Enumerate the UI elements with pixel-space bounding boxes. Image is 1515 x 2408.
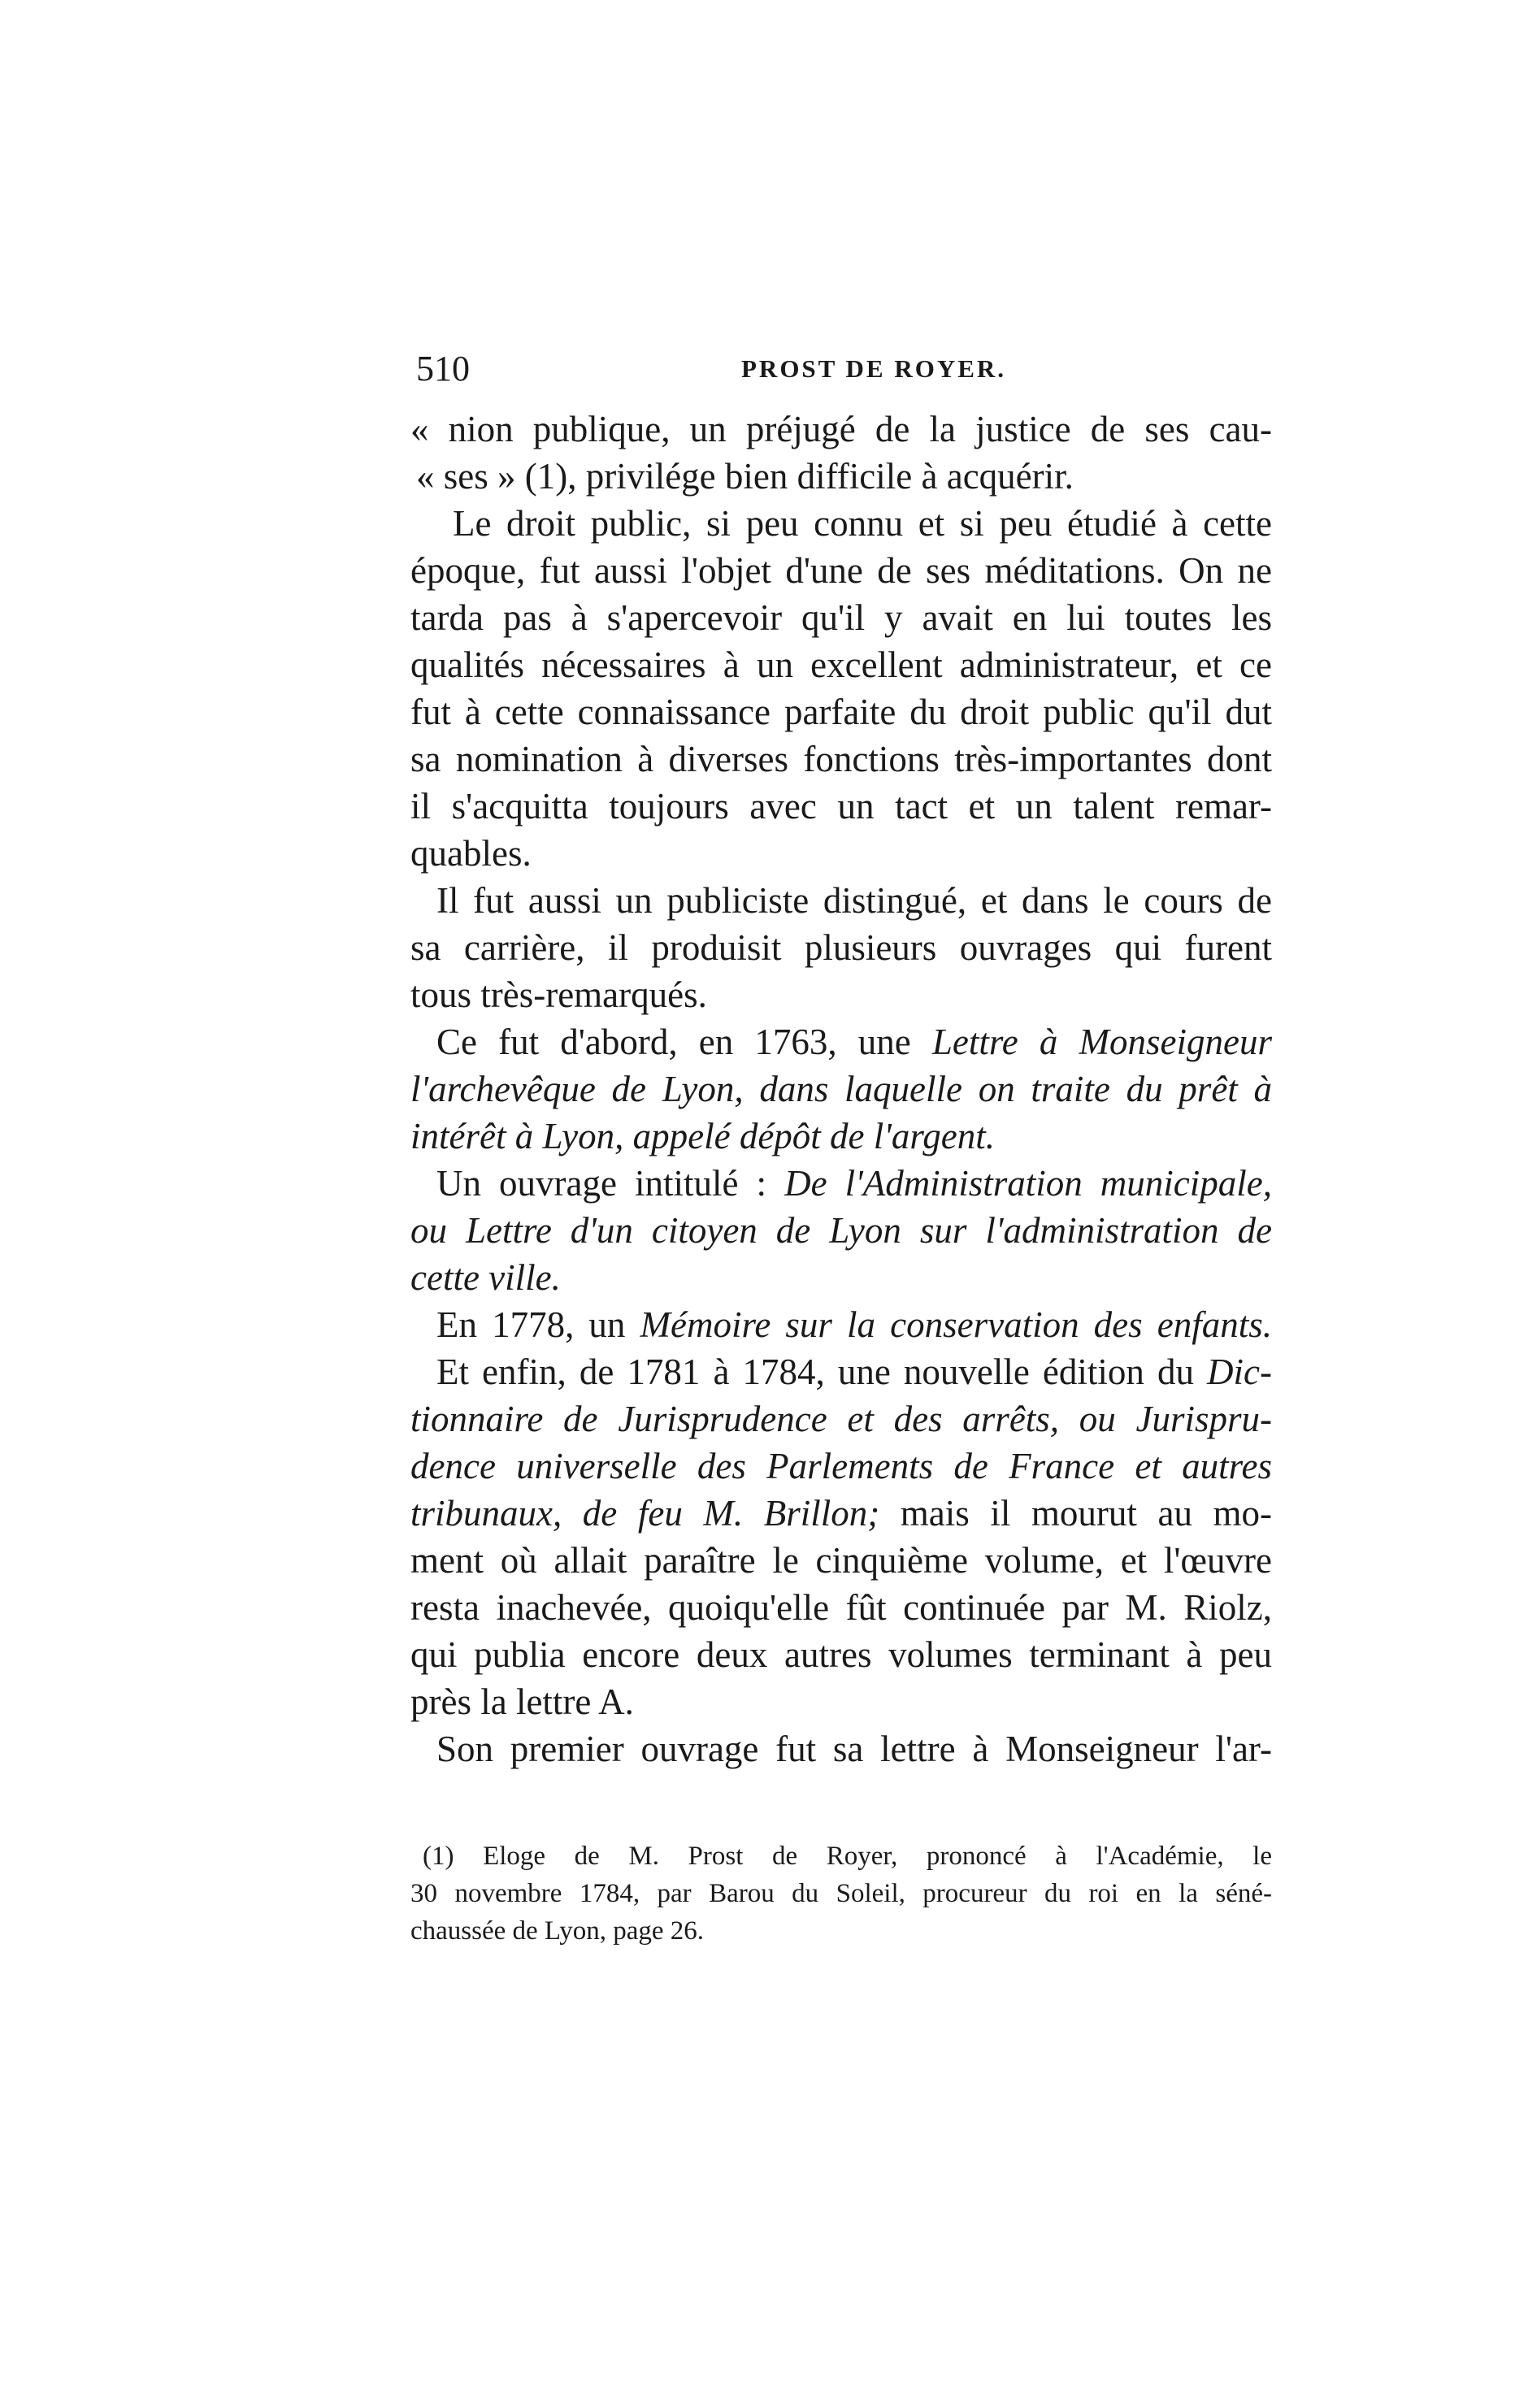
body-line-19: cette ville. [410, 1257, 561, 1298]
footnote-line-3: chaussée de Lyon, page 26. [410, 1916, 705, 1946]
body-line-28: près la lettre A. [410, 1681, 634, 1722]
body-line-27: qui publia encore deux autres volumes terminant à peu [410, 1634, 1272, 1675]
title-administration: De l'Administration municipale, [784, 1163, 1272, 1204]
body-line-15: l'archevêque de Lyon, dans laquelle on traite du prêt à [410, 1069, 1272, 1109]
title-memoire: Mémoire sur la conservation des enfants. [640, 1304, 1272, 1345]
body-line-29: Son premier ouvrage fut sa lettre à Monseigneur l'ar- [436, 1729, 1272, 1769]
body-line-20 [436, 1302, 1272, 1347]
body-line-3: Le droit public, si peu connu et si peu étudié à cette [453, 503, 1272, 544]
body-line-10: quables. [410, 833, 532, 874]
body-line-16: intérêt à Lyon, appelé dépôt de l'argent. [410, 1116, 995, 1156]
page-number: 510 [416, 349, 470, 388]
footnote-line-2: 30 novembre 1784, par Barou du Soleil, procureur du roi en la séné- [410, 1879, 1272, 1908]
title-lettre: Lettre à Monseigneur [931, 1022, 1272, 1062]
body-line-7: fut à cette connaissance parfaite du droit public qu'il dut [410, 692, 1272, 732]
body-line-17 [436, 1161, 1272, 1206]
body-line-20-text: En 1778, un [436, 1304, 640, 1345]
running-title: PROST DE ROYER. [741, 354, 1007, 383]
body-line-11: Il fut aussi un publiciste distingué, et dans le cours de [436, 880, 1272, 921]
body-line-8: sa nomination à diverses fonctions très-importantes dont [410, 739, 1272, 779]
body-line-12: sa carrière, il produisit plusieurs ouvrages qui furent [410, 927, 1272, 968]
body-line-6: qualités nécessaires à un excellent administrateur, et ce [410, 644, 1272, 685]
body-line-2: « ses » (1), privilége bien difficile à acquérir. [416, 456, 1074, 497]
title-dictionnaire-end: tribunaux, de feu M. Brillon; [410, 1493, 880, 1534]
body-line-14 [436, 1019, 1272, 1065]
body-line-22: tionnaire de Jurisprudence et des arrêts, ou Jurispru- [410, 1399, 1272, 1439]
body-line-5: tarda pas à s'apercevoir qu'il y avait en lui toutes les [410, 597, 1272, 638]
body-line-13: tous très-remarqués. [410, 974, 707, 1015]
body-line-9: il s'acquitta toujours avec un tact et un talent remar- [410, 786, 1272, 827]
body-line-18: ou Lettre d'un citoyen de Lyon sur l'administration de [410, 1210, 1272, 1251]
body-line-25: ment où allait paraître le cinquième volume, et l'œuvre [410, 1540, 1272, 1581]
body-line-26: resta inachevée, quoiqu'elle fût continuée par M. Riolz, [410, 1587, 1272, 1628]
body-line-14-text: Ce fut d'abord, en 1763, une [436, 1022, 932, 1062]
body-line-21 [436, 1349, 1272, 1395]
title-dictionnaire-start: Dic- [1207, 1352, 1272, 1392]
body-line-1: « nion publique, un préjugé de la justice de ses cau- [410, 409, 1272, 449]
page-header [416, 348, 1270, 397]
body-line-17-text: Un ouvrage intitulé : [436, 1163, 785, 1204]
body-line-4: époque, fut aussi l'objet d'une de ses méditations. On ne [410, 550, 1272, 591]
body-line-24 [410, 1490, 1272, 1536]
body-line-24-text: mais il mourut au mo- [879, 1493, 1272, 1534]
body-line-21-text: Et enfin, de 1781 à 1784, une nouvelle édition du [436, 1352, 1208, 1392]
footnote-line-1: (1) Eloge de M. Prost de Royer, prononcé à l'Académie, le [423, 1842, 1272, 1871]
body-line-23: dence universelle des Parlements de France et autres [410, 1446, 1272, 1486]
